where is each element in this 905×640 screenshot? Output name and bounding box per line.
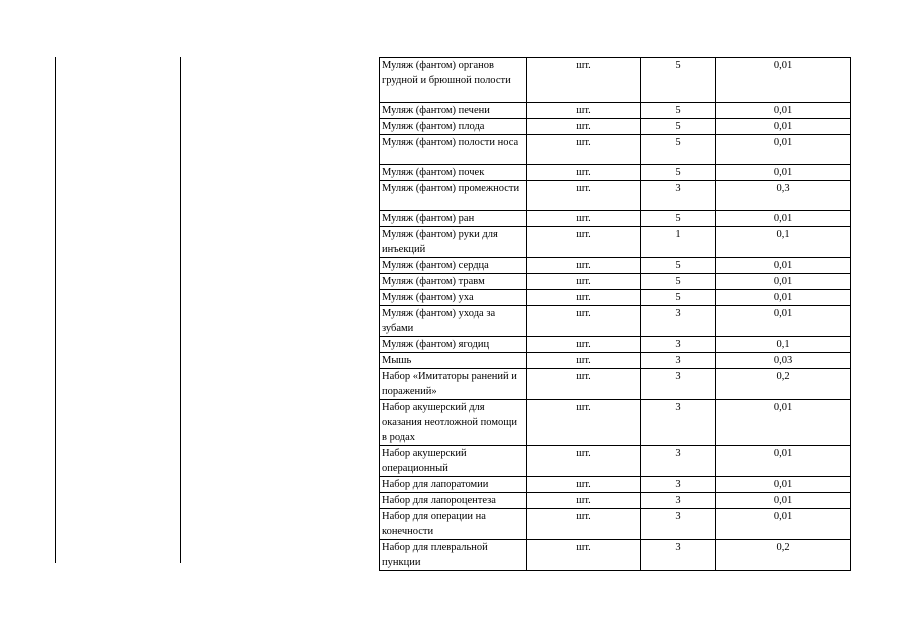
item-name: Набор для лапороцентеза bbox=[380, 493, 527, 509]
item-name: Набор для операции на конечности bbox=[380, 509, 527, 540]
item-quantity: 5 bbox=[641, 58, 716, 103]
table-row bbox=[380, 258, 851, 274]
item-quantity: 5 bbox=[641, 274, 716, 290]
table-row bbox=[380, 119, 851, 135]
table-row bbox=[380, 211, 851, 227]
item-value: 0,01 bbox=[716, 306, 851, 337]
item-value: 0,01 bbox=[716, 258, 851, 274]
item-unit: шт. bbox=[527, 58, 641, 103]
table-body bbox=[380, 58, 851, 571]
item-name: Муляж (фантом) руки для инъекций bbox=[380, 227, 527, 258]
item-value: 0,01 bbox=[716, 446, 851, 477]
item-quantity: 3 bbox=[641, 509, 716, 540]
item-name: Муляж (фантом) ухода за зубами bbox=[380, 306, 527, 337]
item-name: Набор «Имитаторы ранений и поражений» bbox=[380, 369, 527, 400]
item-unit: шт. bbox=[527, 353, 641, 369]
item-quantity: 3 bbox=[641, 306, 716, 337]
item-value: 0,01 bbox=[716, 274, 851, 290]
item-unit: шт. bbox=[527, 509, 641, 540]
item-name: Набор акушерский операционный bbox=[380, 446, 527, 477]
item-unit: шт. bbox=[527, 477, 641, 493]
table-row bbox=[380, 353, 851, 369]
item-quantity: 3 bbox=[641, 493, 716, 509]
table-row bbox=[380, 477, 851, 493]
item-quantity: 3 bbox=[641, 369, 716, 400]
item-value: 0,01 bbox=[716, 290, 851, 306]
left-column-rule bbox=[55, 57, 56, 563]
item-name: Муляж (фантом) органов грудной и брюшной полости bbox=[380, 58, 527, 103]
item-value: 0,01 bbox=[716, 211, 851, 227]
table-row bbox=[380, 540, 851, 571]
item-name: Муляж (фантом) уха bbox=[380, 290, 527, 306]
item-quantity: 3 bbox=[641, 540, 716, 571]
item-name: Муляж (фантом) ран bbox=[380, 211, 527, 227]
item-unit: шт. bbox=[527, 211, 641, 227]
item-quantity: 5 bbox=[641, 103, 716, 119]
item-unit: шт. bbox=[527, 165, 641, 181]
item-value: 0,01 bbox=[716, 493, 851, 509]
table-row bbox=[380, 400, 851, 446]
item-unit: шт. bbox=[527, 181, 641, 211]
item-unit: шт. bbox=[527, 400, 641, 446]
item-value: 0,01 bbox=[716, 509, 851, 540]
item-unit: шт. bbox=[527, 135, 641, 165]
item-value: 0,03 bbox=[716, 353, 851, 369]
table-row bbox=[380, 135, 851, 165]
item-unit: шт. bbox=[527, 337, 641, 353]
item-unit: шт. bbox=[527, 540, 641, 571]
item-quantity: 1 bbox=[641, 227, 716, 258]
table-row bbox=[380, 290, 851, 306]
item-quantity: 5 bbox=[641, 211, 716, 227]
item-unit: шт. bbox=[527, 119, 641, 135]
item-value: 0,2 bbox=[716, 369, 851, 400]
item-value: 0,01 bbox=[716, 477, 851, 493]
item-unit: шт. bbox=[527, 103, 641, 119]
item-unit: шт. bbox=[527, 446, 641, 477]
item-unit: шт. bbox=[527, 274, 641, 290]
item-unit: шт. bbox=[527, 227, 641, 258]
item-name: Муляж (фантом) плода bbox=[380, 119, 527, 135]
item-name: Муляж (фантом) полости носа bbox=[380, 135, 527, 165]
item-unit: шт. bbox=[527, 493, 641, 509]
item-value: 0,3 bbox=[716, 181, 851, 211]
table-row bbox=[380, 337, 851, 353]
item-quantity: 5 bbox=[641, 165, 716, 181]
item-value: 0,01 bbox=[716, 119, 851, 135]
table-row bbox=[380, 493, 851, 509]
item-quantity: 5 bbox=[641, 290, 716, 306]
table-row bbox=[380, 369, 851, 400]
table-row bbox=[380, 509, 851, 540]
item-value: 0,01 bbox=[716, 103, 851, 119]
item-name: Муляж (фантом) почек bbox=[380, 165, 527, 181]
table-row bbox=[380, 227, 851, 258]
item-name: Муляж (фантом) травм bbox=[380, 274, 527, 290]
item-value: 0,01 bbox=[716, 165, 851, 181]
item-name: Набор акушерский для оказания неотложной помощи в родах bbox=[380, 400, 527, 446]
item-quantity: 3 bbox=[641, 477, 716, 493]
item-quantity: 3 bbox=[641, 353, 716, 369]
table-row bbox=[380, 446, 851, 477]
table-row bbox=[380, 181, 851, 211]
item-value: 0,01 bbox=[716, 400, 851, 446]
item-value: 0,1 bbox=[716, 227, 851, 258]
item-unit: шт. bbox=[527, 369, 641, 400]
item-name: Муляж (фантом) промежности bbox=[380, 181, 527, 211]
item-name: Набор для лапоратомии bbox=[380, 477, 527, 493]
item-value: 0,2 bbox=[716, 540, 851, 571]
table-row bbox=[380, 165, 851, 181]
table-row bbox=[380, 306, 851, 337]
item-name: Мышь bbox=[380, 353, 527, 369]
table-row bbox=[380, 58, 851, 103]
item-name: Набор для плевральной пункции bbox=[380, 540, 527, 571]
item-quantity: 5 bbox=[641, 135, 716, 165]
item-name: Муляж (фантом) ягодиц bbox=[380, 337, 527, 353]
left-column-rule bbox=[180, 57, 181, 563]
item-name: Муляж (фантом) сердца bbox=[380, 258, 527, 274]
table-row bbox=[380, 274, 851, 290]
item-quantity: 5 bbox=[641, 258, 716, 274]
item-quantity: 5 bbox=[641, 119, 716, 135]
item-unit: шт. bbox=[527, 306, 641, 337]
item-unit: шт. bbox=[527, 290, 641, 306]
equipment-table bbox=[379, 57, 851, 571]
item-value: 0,1 bbox=[716, 337, 851, 353]
table-row bbox=[380, 103, 851, 119]
item-value: 0,01 bbox=[716, 135, 851, 165]
item-quantity: 3 bbox=[641, 446, 716, 477]
item-unit: шт. bbox=[527, 258, 641, 274]
item-quantity: 3 bbox=[641, 337, 716, 353]
item-name: Муляж (фантом) печени bbox=[380, 103, 527, 119]
item-value: 0,01 bbox=[716, 58, 851, 103]
item-quantity: 3 bbox=[641, 181, 716, 211]
item-quantity: 3 bbox=[641, 400, 716, 446]
